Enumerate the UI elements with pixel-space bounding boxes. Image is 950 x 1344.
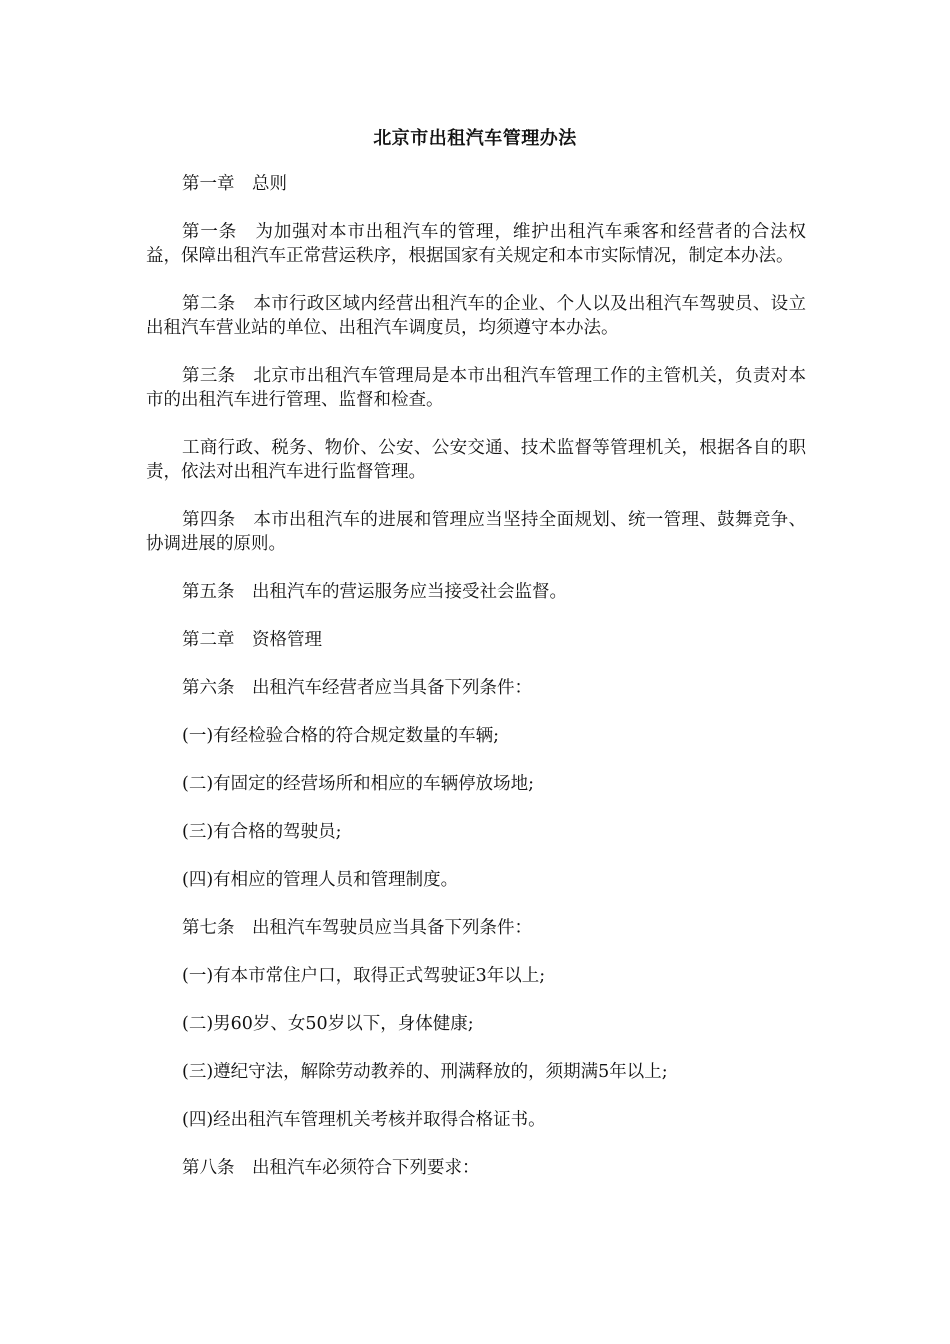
- article-paragraph: 第五条 出租汽车的营运服务应当接受社会监督。: [182, 582, 567, 602]
- article-paragraph: 第八条 出租汽车必须符合下列要求：: [182, 1158, 480, 1178]
- chapter-heading: 第一章 总则: [182, 174, 287, 194]
- article-paragraph: 第二条 本市行政区域内经营出租汽车的企业、个人以及出租汽车驾驶员、设立出租汽车营业站的单位、出租汽车调度员，均须遵守本办法。: [146, 294, 806, 338]
- article-paragraph: 第六条 出租汽车经营者应当具备下列条件：: [182, 678, 532, 698]
- list-item: (三)遵纪守法，解除劳动教养的、刑满释放的，须期满5年以上;: [182, 1062, 668, 1082]
- article-paragraph: 工商行政、税务、物价、公安、公安交通、技术监督等管理机关，根据各自的职责，依法对出租汽车进行监督管理。: [146, 438, 806, 482]
- list-item: (四)有相应的管理人员和管理制度。: [182, 870, 459, 890]
- document-title: 北京市出租汽车管理办法: [373, 128, 577, 149]
- article-paragraph: 第一条 为加强对本市出租汽车的管理，维护出租汽车乘客和经营者的合法权益，保障出租汽车正常营运秩序，根据国家有关规定和本市实际情况，制定本办法。: [146, 222, 806, 266]
- article-paragraph: 第七条 出租汽车驾驶员应当具备下列条件：: [182, 918, 532, 938]
- list-item: (二)男60岁、女50岁以下，身体健康;: [182, 1014, 474, 1034]
- list-item: (四)经出租汽车管理机关考核并取得合格证书。: [182, 1110, 546, 1130]
- list-item: (一)有本市常住户口，取得正式驾驶证3年以上;: [182, 966, 546, 986]
- list-item: (一)有经检验合格的符合规定数量的车辆;: [182, 726, 500, 746]
- article-paragraph: 第三条 北京市出租汽车管理局是本市出租汽车管理工作的主管机关，负责对本市的出租汽车进行管理、监督和检查。: [146, 366, 806, 410]
- chapter-heading: 第二章 资格管理: [182, 630, 322, 650]
- article-paragraph: 第四条 本市出租汽车的进展和管理应当坚持全面规划、统一管理、鼓舞竞争、协调进展的原则。: [146, 510, 806, 554]
- document-body: [146, 172, 806, 1204]
- list-item: (二)有固定的经营场所和相应的车辆停放场地;: [182, 774, 535, 794]
- list-item: (三)有合格的驾驶员;: [182, 822, 342, 842]
